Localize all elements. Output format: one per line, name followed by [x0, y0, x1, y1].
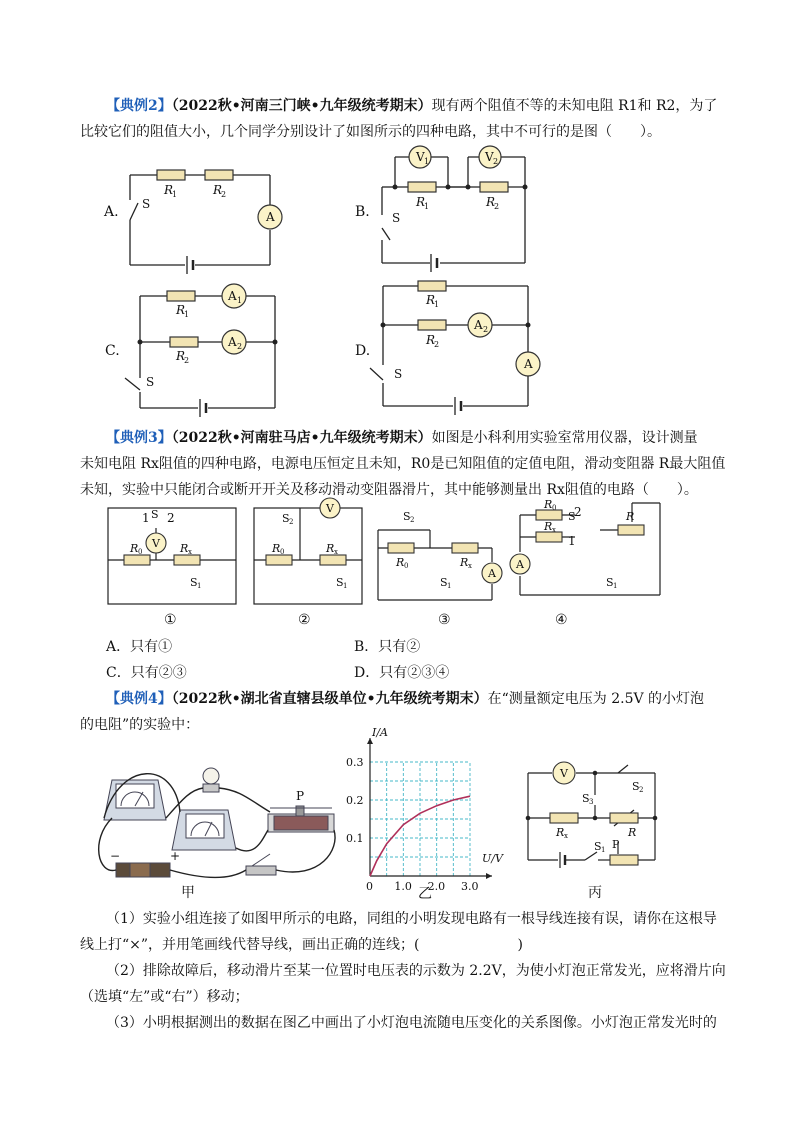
svg-text:1: 1 [613, 582, 618, 590]
svg-text:R: R [326, 542, 335, 555]
svg-text:R: R [180, 542, 189, 555]
svg-text:S: S [403, 510, 411, 523]
svg-text:2: 2 [574, 505, 582, 519]
ex2-source: （2022秋•河南三门峡•九年级统考期末） [171, 98, 432, 114]
svg-text:R: R [556, 826, 565, 839]
svg-text:2: 2 [289, 518, 294, 526]
fig3-label: ③ [438, 612, 451, 628]
choice-b: B．只有② [354, 639, 421, 655]
opt-c-label: C. [105, 343, 120, 359]
fig-yi-label: 乙 [418, 886, 432, 902]
svg-text:R: R [486, 195, 496, 209]
svg-text:2: 2 [639, 786, 644, 794]
svg-text:S: S [336, 576, 344, 589]
svg-text:A: A [516, 558, 524, 571]
q1-line1: （1）实验小组连接了如图甲所示的电路，同组的小明发现电路有一根导线连接有误，请你在这根导 [106, 911, 717, 927]
fig-jia-label: 甲 [181, 885, 195, 901]
ammeter-a-label: A [266, 210, 275, 224]
ex3-line2: 未知电阻 Rx阻值的四种电路，电源电压恒定且未知，R0是已知阻值的定值电阻，滑动变阻器 R最大阻值 [80, 456, 726, 472]
x-tick-label: 0 [366, 880, 373, 893]
svg-text:S: S [190, 576, 198, 589]
svg-text:2: 2 [494, 202, 500, 211]
y-tick-label: 0.3 [346, 756, 364, 769]
svg-text:R: R [396, 556, 405, 569]
svg-text:3: 3 [589, 798, 594, 806]
ex3-source: （2022秋•河南驻马店•九年级统考期末） [171, 430, 432, 446]
svg-text:1: 1 [601, 846, 606, 854]
svg-text:2: 2 [167, 511, 175, 525]
svg-text:S: S [606, 576, 614, 589]
fig-bing-label: 丙 [588, 885, 602, 901]
svg-text:1: 1 [424, 202, 430, 211]
svg-text:V: V [560, 767, 568, 780]
svg-text:0: 0 [552, 504, 557, 512]
svg-text:+: + [170, 849, 181, 863]
svg-text:R: R [426, 333, 436, 347]
opt-a-label: A. [104, 204, 119, 220]
ex2-text1: 现有两个阻值不等的未知电阻 R1和 R2，为了 [431, 98, 718, 114]
svg-text:1: 1 [434, 300, 440, 309]
opt-d-label: D. [355, 343, 371, 359]
ex2-tag: 【典例2】 [106, 98, 172, 114]
ex3-text1: 如图是小科利用实验室常用仪器，设计测量 [431, 430, 698, 446]
svg-text:R: R [272, 542, 281, 555]
svg-text:1: 1 [237, 296, 243, 305]
svg-text:P: P [612, 838, 620, 851]
svg-text:1: 1 [142, 511, 150, 525]
svg-text:A: A [474, 318, 483, 332]
svg-text:A: A [228, 289, 237, 303]
svg-text:R: R [544, 498, 553, 511]
y-axis-label: I/A [372, 726, 388, 739]
opt-b-label: B. [355, 204, 370, 220]
q2-line2: （选填“左”或“右”）移动； [80, 989, 249, 1005]
svg-text:x: x [564, 832, 568, 840]
svg-text:A: A [524, 357, 533, 371]
svg-text:V: V [485, 150, 494, 164]
svg-text:2: 2 [184, 356, 190, 365]
ex4-line2: 的电阻”的实验中： [80, 717, 200, 733]
svg-text:0: 0 [280, 548, 285, 556]
q3-line1: （3）小明根据测出的数据在图乙中画出了小灯泡电流随电压变化的关系图像。小灯泡正常发光时的 [106, 1015, 717, 1031]
svg-text:1: 1 [447, 582, 452, 590]
x-tick-label: 1.0 [394, 880, 412, 893]
svg-text:R: R [426, 293, 436, 307]
svg-text:2: 2 [221, 190, 227, 199]
svg-text:S: S [282, 512, 290, 525]
svg-text:S: S [142, 197, 151, 211]
choice-a: A．只有① [106, 639, 173, 655]
svg-text:0: 0 [138, 548, 143, 556]
ex4-tag: 【典例4】 [106, 691, 172, 707]
svg-text:−: − [110, 849, 121, 863]
y-tick-label: 0.2 [346, 794, 364, 807]
y-tick-label: 0.1 [346, 832, 364, 845]
svg-text:V: V [416, 150, 425, 164]
ex4-text1: 在“测量额定电压为 2.5V 的小灯泡 [487, 691, 705, 707]
choice-c: C．只有②③ [106, 665, 187, 681]
svg-text:2: 2 [493, 157, 499, 166]
x-tick-label: 3.0 [461, 880, 479, 893]
svg-text:R: R [176, 349, 186, 363]
svg-text:x: x [188, 548, 192, 556]
svg-text:1: 1 [424, 157, 430, 166]
fig2-label: ② [298, 612, 311, 628]
svg-text:A: A [228, 335, 237, 349]
x-tick-label: 2.0 [427, 880, 446, 893]
svg-text:x: x [468, 562, 472, 570]
svg-text:V: V [152, 537, 160, 550]
svg-text:1: 1 [343, 582, 348, 590]
svg-text:S: S [440, 576, 448, 589]
fig4-label: ④ [555, 612, 568, 628]
svg-text:R: R [626, 510, 635, 523]
svg-text:S: S [568, 510, 576, 523]
ex4-source: （2022秋•湖北省直辖县级单位•九年级统考期末） [171, 691, 488, 707]
ex3-tag: 【典例3】 [106, 430, 172, 446]
svg-text:1: 1 [197, 582, 202, 590]
ex2-line2: 比较它们的阻值大小，几个同学分别设计了如图所示的四种电路，其中不可行的是图（ ）。 [80, 124, 661, 140]
svg-text:2: 2 [237, 342, 243, 351]
svg-text:P: P [296, 789, 305, 803]
svg-text:S: S [151, 508, 159, 521]
q1-line2: 线上打“×”，并用笔画线代替导线，画出正确的连线；( ) [80, 937, 523, 953]
svg-text:S: S [146, 375, 155, 389]
svg-text:R: R [460, 556, 469, 569]
svg-text:R: R [164, 183, 174, 197]
svg-text:S: S [394, 367, 403, 381]
svg-text:R: R [416, 195, 426, 209]
svg-text:S: S [392, 211, 401, 225]
svg-text:S: S [632, 780, 640, 793]
svg-text:R: R [130, 542, 139, 555]
svg-text:R: R [213, 183, 223, 197]
svg-text:R: R [176, 303, 186, 317]
ex3-line3: 未知，实验中只能闭合或断开开关及移动滑动变阻器滑片，其中能够测量出 Rx阻值的电路（ ）。 [80, 482, 698, 498]
x-axis-label: U/V [482, 852, 503, 865]
svg-text:S: S [594, 840, 602, 853]
svg-text:2: 2 [410, 516, 415, 524]
svg-text:A: A [488, 567, 496, 580]
svg-text:1: 1 [184, 310, 190, 319]
svg-text:R: R [628, 826, 637, 839]
svg-text:2: 2 [434, 340, 440, 349]
fig1-label: ① [164, 612, 177, 628]
svg-text:2: 2 [483, 325, 489, 334]
svg-text:0: 0 [404, 562, 409, 570]
svg-text:S: S [582, 792, 590, 805]
svg-text:x: x [552, 526, 556, 534]
choice-d: D．只有②③④ [354, 665, 450, 681]
q2-line1: （2）排除故障后，移动滑片至某一位置时电压表的示数为 2.2V，为使小灯泡正常发光，应将滑片向 [106, 963, 726, 979]
svg-text:V: V [326, 502, 334, 515]
svg-text:x: x [334, 548, 338, 556]
svg-text:1: 1 [568, 534, 576, 548]
svg-text:1: 1 [172, 190, 178, 199]
svg-text:R: R [544, 520, 553, 533]
